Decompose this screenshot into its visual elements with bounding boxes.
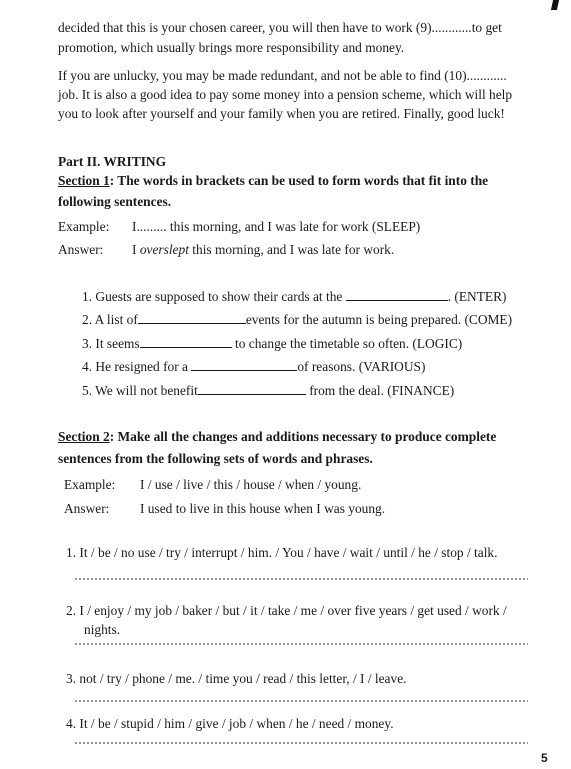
- section1-label: Section 1: [58, 173, 110, 188]
- reading-line-1: decided that this is your chosen career, you will then have to work (9)............to get: [58, 20, 502, 35]
- item-text: Guests are supposed to show their cards at the: [95, 289, 343, 304]
- section2-answer-text: I used to live in this house when I was young.: [140, 501, 386, 516]
- answer-post: this morning, and I was late for work.: [192, 242, 395, 257]
- section2-label: Section 2: [58, 429, 110, 444]
- item-number: 4.: [82, 359, 93, 374]
- item-word: of reasons. (VARIOUS): [297, 359, 426, 374]
- part-title: Part II. WRITING: [58, 154, 167, 169]
- s2-item-4: [66, 715, 394, 732]
- section2-instruction: [58, 428, 496, 445]
- item-word: . (ENTER): [447, 289, 507, 304]
- answer-blank[interactable]: [138, 312, 246, 324]
- item-text: We will not benefit: [95, 383, 198, 398]
- item-text: He resigned for a: [95, 359, 188, 374]
- s1-item-3: [82, 335, 462, 352]
- item-number: 1.: [82, 289, 93, 304]
- answer-line-3[interactable]: [74, 700, 528, 702]
- section1-instruction-2: following sentences.: [58, 194, 172, 209]
- reading-line-5: you to look after yourself and your family when you are retired. Finally, good luck!: [58, 106, 505, 121]
- item-text: A list of: [94, 312, 138, 327]
- answer-blank[interactable]: [198, 383, 306, 395]
- item-number: 5.: [82, 383, 93, 398]
- section1-example-label: Example:: [58, 219, 110, 234]
- item-prompt: It / be / stupid / him / give / job / when / he / need / money.: [79, 716, 394, 731]
- item-prompt: I / enjoy / my job / baker / but / it / take / me / over five years / get used / work /: [79, 603, 507, 618]
- section2-answer-label: Answer:: [64, 501, 110, 516]
- s1-item-2: [82, 311, 512, 328]
- s2-item-1: [66, 544, 497, 561]
- s1-item-5: [82, 382, 454, 399]
- item-number: 2.: [66, 603, 77, 618]
- section2-instruction-text: : Make all the changes and additions necessary to produce complete: [109, 429, 497, 444]
- page-number: 5: [541, 751, 548, 765]
- s2-item-3: [66, 670, 407, 687]
- answer-blank[interactable]: [140, 336, 232, 348]
- s2-item-2: [66, 602, 507, 619]
- section1-answer: [132, 241, 394, 258]
- page-edge-mark: [551, 0, 559, 10]
- section1-answer-label: Answer:: [58, 242, 104, 257]
- section2-example-label: Example:: [64, 477, 116, 492]
- answer-pre: I: [132, 242, 137, 257]
- s1-item-4: [82, 358, 425, 375]
- answer-line-1[interactable]: [74, 578, 528, 580]
- section2-instruction-2: sentences from the following sets of words and phrases.: [58, 451, 373, 466]
- item-word: to change the timetable so often. (LOGIC): [235, 336, 463, 351]
- section1-instruction-text: : The words in brackets can be used to form words that fit into the: [109, 173, 489, 188]
- reading-line-2: promotion, which usually brings more responsibility and money.: [58, 40, 405, 55]
- s1-item-1: [82, 288, 506, 305]
- item-number: 4.: [66, 716, 77, 731]
- section1-instruction: [58, 172, 488, 189]
- answer-line-4[interactable]: [74, 742, 528, 744]
- reading-line-3: If you are unlucky, you may be made redundant, and not be able to find (10)............: [58, 68, 507, 83]
- item-word: events for the autumn is being prepared. (COME): [245, 312, 513, 327]
- item-number: 3.: [66, 671, 77, 686]
- answer-blank[interactable]: [346, 289, 448, 301]
- answer-italic-word: overslept: [139, 242, 189, 257]
- section2-example-text: I / use / live / this / house / when / young.: [140, 477, 362, 492]
- item-word: from the deal. (FINANCE): [309, 383, 455, 398]
- s2-item-2-continued: nights.: [84, 622, 121, 637]
- item-text: It seems: [95, 336, 140, 351]
- reading-line-4: job. It is also a good idea to pay some money into a pension scheme, which will help: [58, 87, 513, 102]
- item-number: 2.: [82, 312, 93, 327]
- item-number: 1.: [66, 545, 77, 560]
- item-number: 3.: [82, 336, 93, 351]
- item-prompt: It / be / no use / try / interrupt / him. / You / have / wait / until / he / stop / talk.: [79, 545, 498, 560]
- answer-line-2[interactable]: [74, 643, 528, 645]
- answer-blank[interactable]: [191, 359, 297, 371]
- section1-example-text: I......... this morning, and I was late for work (SLEEP): [132, 219, 421, 234]
- item-prompt: not / try / phone / me. / time you / read / this letter, / I / leave.: [79, 671, 407, 686]
